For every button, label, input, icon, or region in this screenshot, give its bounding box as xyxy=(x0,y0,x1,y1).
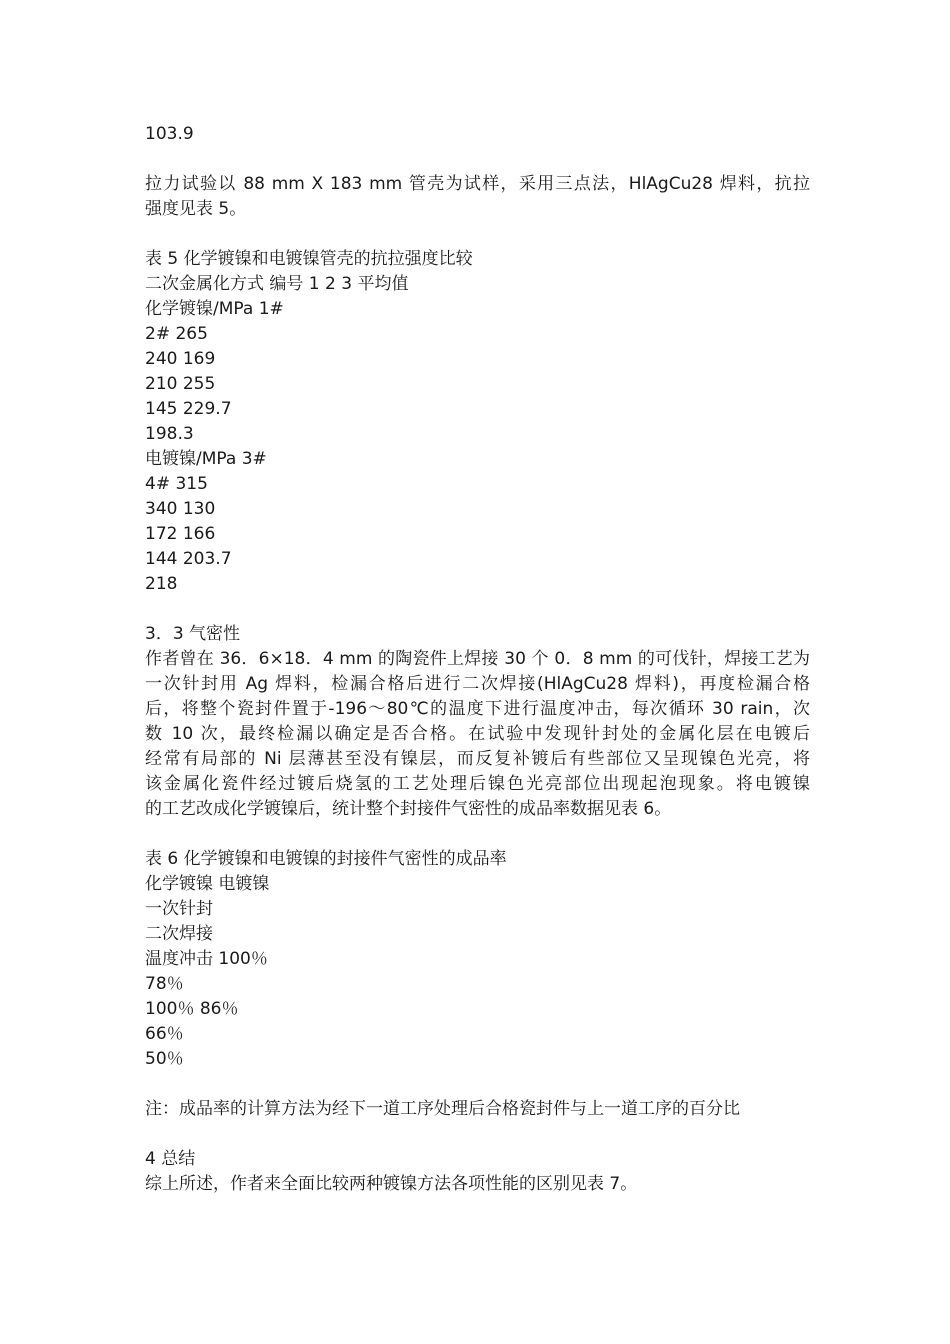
blank-line xyxy=(145,597,810,622)
table-row: 100％ 86％ xyxy=(145,999,239,1019)
table-row: 66％ xyxy=(145,1024,184,1044)
section-heading: 3．3 气密性 xyxy=(145,624,241,644)
table-row: 50％ xyxy=(145,1049,184,1069)
text-line: 综上所述，作者来全面比较两种镀镍方法各项性能的区别见表 7。 xyxy=(145,1174,638,1194)
text-line: 后，将整个瓷封件置于-196～80℃的温度下进行温度冲击，每次循环 30 rain，次 xyxy=(145,699,810,719)
table-row: 198.3 xyxy=(145,424,194,444)
table-row: 210 255 xyxy=(145,374,216,394)
table-row: 一次针封 xyxy=(145,899,213,919)
table-row: 340 130 xyxy=(145,499,216,519)
table-row: 二次焊接 xyxy=(145,924,213,944)
table-row: 240 169 xyxy=(145,349,216,369)
paragraph-airtightness xyxy=(145,647,810,822)
blank-line xyxy=(145,822,810,847)
blank-line xyxy=(145,1122,810,1147)
text-line: 作者曾在 36．6×18．4 mm 的陶瓷件上焊接 30 个 0．8 mm 的可伐针，焊接工艺为 xyxy=(145,649,810,669)
blank-line xyxy=(145,1072,810,1097)
paragraph-tensile-test xyxy=(145,172,810,222)
text-line: 强度见表 5。 xyxy=(145,199,247,219)
blank-line xyxy=(145,222,810,247)
table-row: 172 166 xyxy=(145,524,216,544)
table-row: 144 203.7 xyxy=(145,549,232,569)
table-5-block xyxy=(145,247,810,597)
table-caption: 表 5 化学镀镍和电镀镍管壳的抗拉强度比较 xyxy=(145,249,473,269)
text-line: 拉力试验以 88 mm X 183 mm 管壳为试样，采用三点法，HlAgCu28 焊料，抗拉 xyxy=(145,174,810,194)
table-row: 145 229.7 xyxy=(145,399,232,419)
table-row: 218 xyxy=(145,574,178,594)
text-line: 经常有局部的 Ni 层薄甚至没有镍层，而反复补镀后有些部位又呈现镍色光亮，将 xyxy=(145,749,810,769)
table-header-row: 化学镀镍 电镀镍 xyxy=(145,874,270,894)
table-header-row: 二次金属化方式 编号 1 2 3 平均值 xyxy=(145,274,409,294)
text-line: 一次针封用 Ag 焊料，检漏合格后进行二次焊接(HlAgCu28 焊料)，再度检漏合格 xyxy=(145,674,810,694)
text-line: 103.9 xyxy=(145,124,194,144)
table-row: 化学镀镍/MPa 1# xyxy=(145,299,284,319)
text-line: 该金属化瓷件经过镀后烧氢的工艺处理后镍色光亮部位出现起泡现象。将电镀镍 xyxy=(145,774,810,794)
table-row: 4# 315 xyxy=(145,474,208,494)
document-page xyxy=(145,122,810,1197)
table-note: 注：成品率的计算方法为经下一道工序处理后合格瓷封件与上一道工序的百分比 xyxy=(145,1099,740,1119)
text-line: 的工艺改成化学镀镍后，统计整个封接件气密性的成品率数据见表 6。 xyxy=(145,799,672,819)
table-row: 2# 265 xyxy=(145,324,208,344)
table-row: 78％ xyxy=(145,974,184,994)
table-row: 温度冲击 100％ xyxy=(145,949,268,969)
table-row: 电镀镍/MPa 3# xyxy=(145,449,267,469)
table-caption: 表 6 化学镀镍和电镀镍的封接件气密性的成品率 xyxy=(145,849,507,869)
blank-line xyxy=(145,147,810,172)
text-line: 数 10 次，最终检漏以确定是否合格。在试验中发现针封处的金属化层在电镀后 xyxy=(145,724,810,744)
section-heading: 4 总结 xyxy=(145,1149,196,1169)
table-6-block xyxy=(145,847,810,1072)
